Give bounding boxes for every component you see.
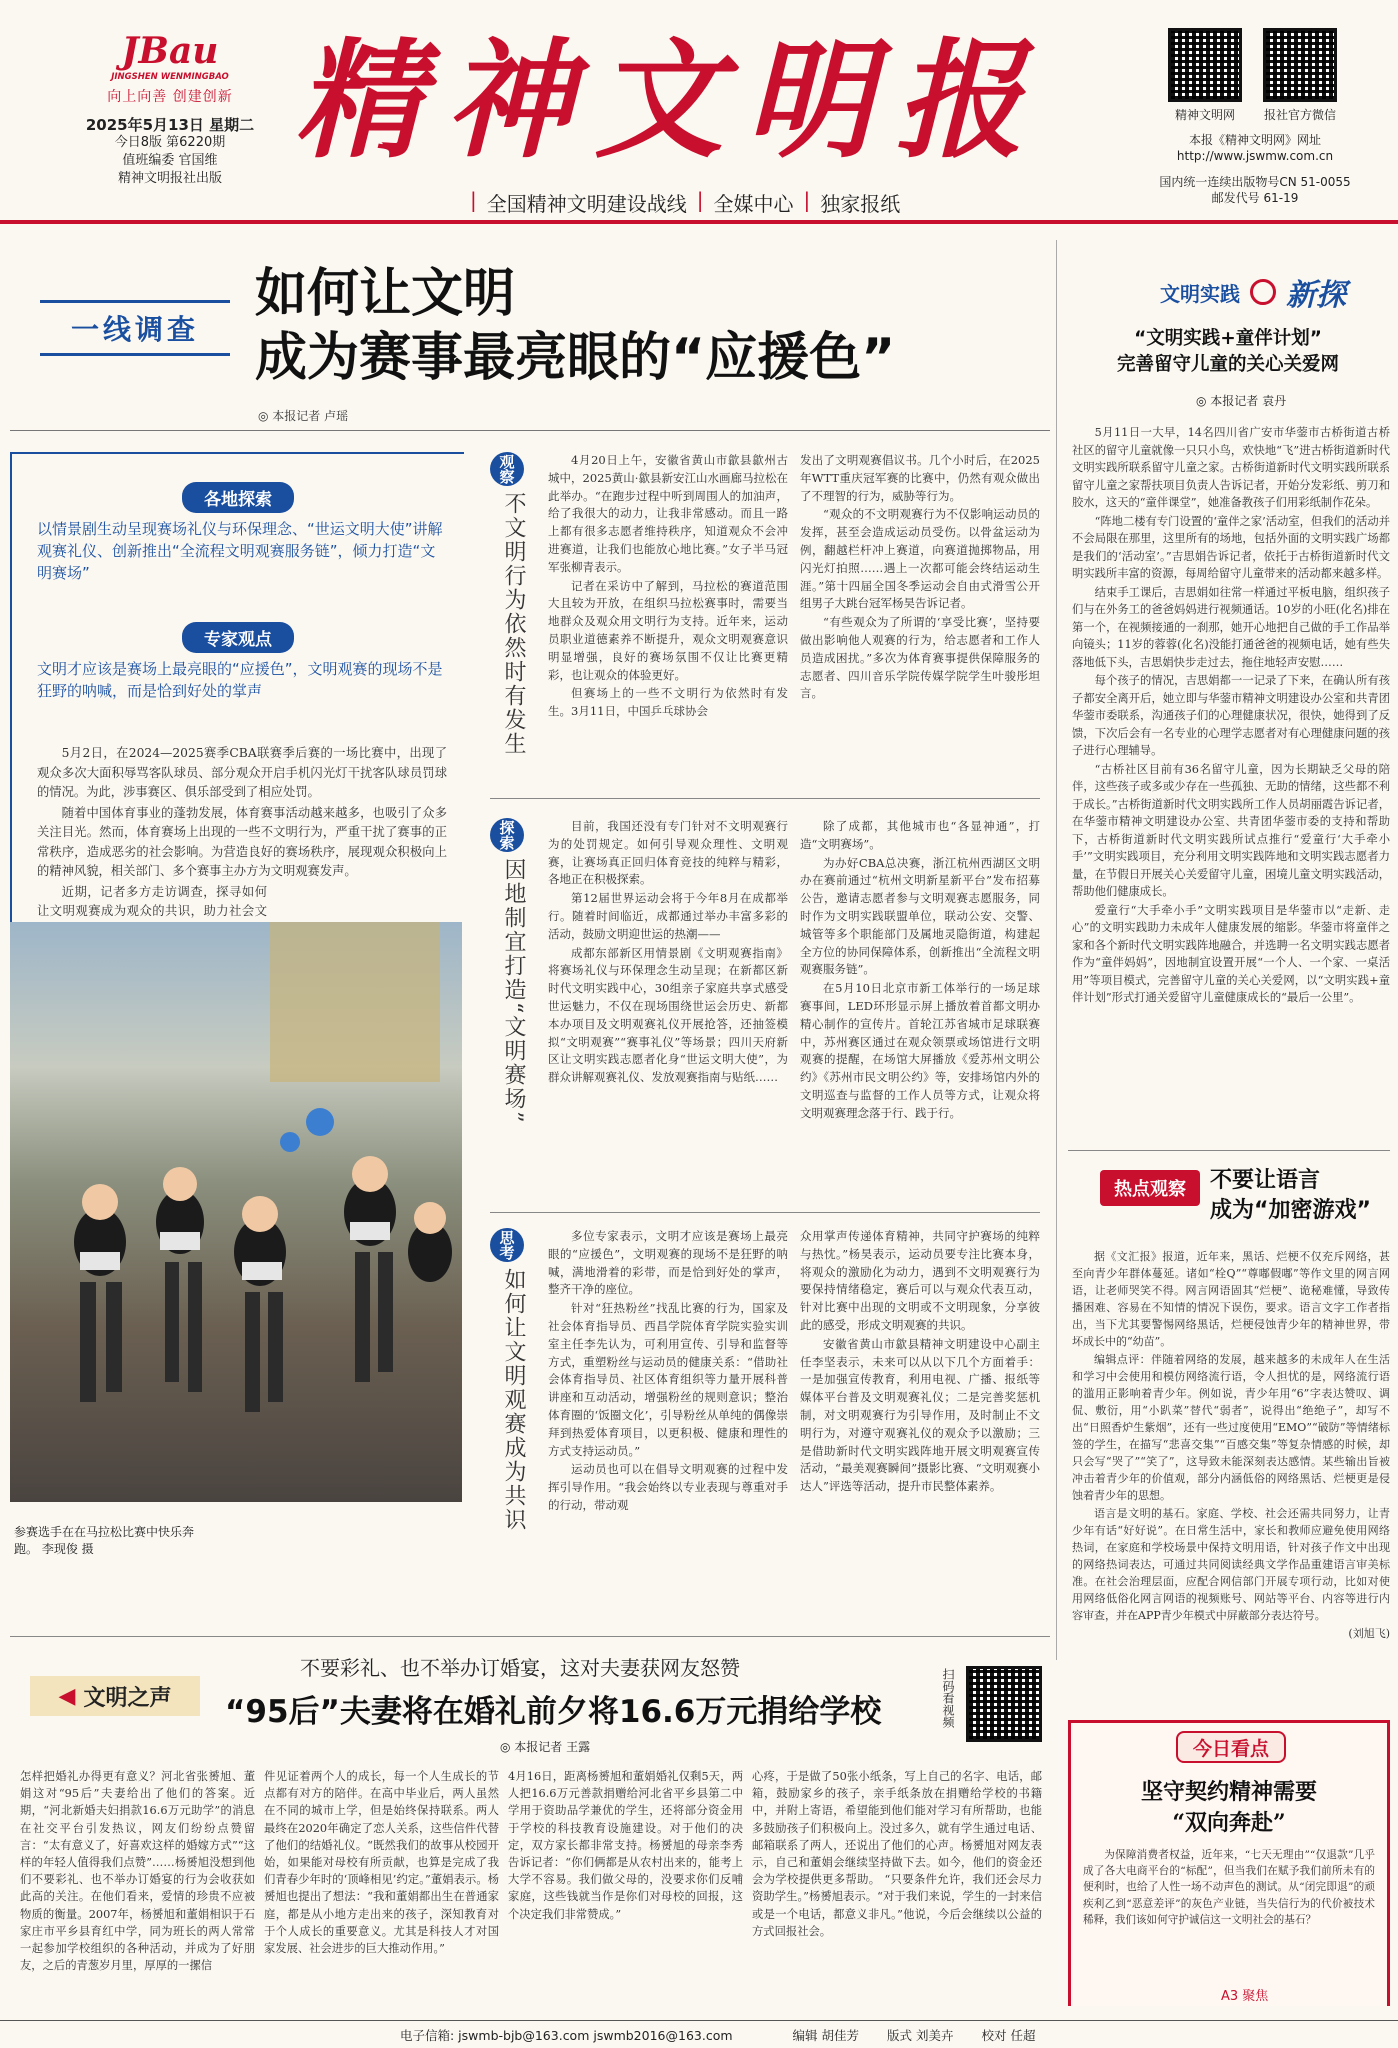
bottom-col4 (752, 1768, 1042, 2006)
section-explore-badge (490, 818, 524, 852)
side1-tag-text: 文明实践 (1160, 281, 1240, 306)
pill-expert-view: 专家观点 (182, 622, 294, 653)
s1c2-p3: “有些观众为了所谓的‘享受比赛’，坚持要做出影响他人观赛的行为，给志愿者和工作人员造成困扰。”多次为体育赛事提供保障服务的志愿者、四川音乐学院传媒学院学生叶骏彤坦言。 (800, 615, 1040, 701)
qr-label-website: 精神文明网 (1174, 108, 1235, 122)
s1c2-p2: “观众的不文明观赛行为不仅影响运动员的发挥，甚至会造成运动员受伤。以骨盆运动为例，翻越栏杆冲上赛道，向赛道抛掷物品，用闪光灯拍照……遇上一次都可能会终结运动生涯。”第十四届全国冬季运动会自由式滑雪公开组男子大跳台冠军杨昊告诉记者。 (800, 507, 1040, 611)
s2c1-p3: 成都东部新区用情景剧《文明观赛指南》将赛场礼仪与环保理念生动呈现；在新都区新时代文明实践中心，30组亲子家庭共享式感受世运魅力，不仅在现场围绕世运会历史、新都本办项目及文明观赛礼仪开展抢答，还抽签模拟“文明观赛”“赛事礼仪”等场景；四川天府新区让文明实践志愿者化身“世运文明大使”，为群众讲解观赛礼仪、发放观赛指南与贴纸…… (548, 945, 788, 1085)
box1-text: 以情景剧生动呈现赛场礼仪与环保理念、“世运文明大使”讲解观赛礼仪、创新推出“全流程文明观赛服务链”，倾力打造“文明赛场” (37, 520, 443, 582)
footer-editor: 编辑 胡佳芳 (792, 2028, 860, 2043)
side1-byline: ◎ 本报记者 袁丹 (1196, 394, 1287, 408)
section-observe-badge-text: 观察 (497, 454, 516, 484)
qr-code-wechat[interactable] (1263, 28, 1337, 102)
logo (70, 30, 270, 106)
s1c2-p1: 发出了文明观赛倡议书。几个小时后，在2025年WTT重庆冠军赛的比赛中，仍然有观众做出了不理智的行为，威胁等行为。 (800, 453, 1040, 503)
nav-item-exclusive[interactable]: 独家报纸 (820, 192, 901, 216)
site-url[interactable]: http://www.jswmw.com.cn (1176, 149, 1334, 163)
pill-local-exploration: 各地探索 (182, 482, 294, 513)
lightbulb-icon (1250, 279, 1276, 305)
marathon-photo (10, 922, 462, 1502)
bottom-title: “95后”夫妻将在婚礼前夕将16.6万元捐给学校 (225, 1694, 882, 1730)
side3-ref[interactable]: A3 聚焦 (1221, 1989, 1269, 2004)
logo-mark: JBau (121, 30, 219, 72)
section3-col2 (800, 1228, 1040, 1596)
side1-p1: 5月11日一大早，14名四川省广安市华蓥市古桥街道古桥社区的留守儿童就像一只只小鸟，欢快地“飞”进古桥街道新时代文明实践所联系留守儿童之家。古桥街道新时代文明实践所联系留守儿童之家帮扶项目负责人告诉记者，开始分发彩纸、剪刀和胶水，这天的“童伴课堂”，她准备教孩子们用彩纸制作花朵。 (1072, 426, 1390, 509)
cn-number: 国内统一连续出版物号CN 51-0055 (1159, 175, 1351, 189)
s2c1-p1: 目前，我国还没有专门针对不文明观赛行为的处罚规定。如何引导观众理性、文明观赛，让赛场真正回归体育竞技的纯粹与精彩，各地正在积极探索。 (548, 819, 788, 887)
megaphone-icon: ◀ (58, 1683, 76, 1709)
section-think-badge (490, 1228, 524, 1262)
s1c1-p1: 4月20日上午，安徽省黄山市歙县歙州古城中，2025黄山·歙县新安江山水画廊马拉松在此举办。“在跑步过程中听到周围人的加油声，给了我很大的动力，让我非常感动。而且一路上都有很多志愿者维持秩序，知道观众不会冲进赛道，让我们也能放心地比赛。”女子半马冠军张柳青表示。 (548, 453, 788, 574)
side2-title-line2: 成为“加密游戏” (1210, 1198, 1371, 1223)
bottom-col1: 怎样把婚礼办得更有意义？河北省张赟旭、董娟这对“95后”夫妻给出了他们的答案。近期，“河北新婚夫妇捐款16.6万元助学”的消息在社交平台引发热议，网友们纷纷点赞留言：“太有意义了，好喜欢这样的婚嫁方式”“这样的年轻人值得我们点赞”……杨赟旭没想到他们不要彩礼、也不举办订婚宴的行为会收获如此高的关注。在他们看来，爱情的珍贵不应被物质的衡量。2007年，杨赟旭和董娟相识于石家庄市平乡县育红中学，同为班长的两人常常一起参加学校组织的各种活动，并成为了好朋友，之后的青葱岁月里，厚厚的一摞信 (20, 1770, 255, 1973)
side2-title-line1: 不要让语言 (1210, 1168, 1321, 1193)
intro-p2: 随着中国体育事业的蓬勃发展，体育赛事活动越来越多，也吸引了众多关注目光。然而，体育赛场上出现的一些不文明行为，严重干扰了赛事的正常秩序，造成恶劣的社会影响。为营造良好的赛场秩序，展现观众积极向上的精神风貌，相关部门、多个赛事主办方为文明观赛发声。 (37, 805, 447, 878)
site-label: 本报《精神文明网》网址 (1188, 133, 1321, 147)
slogan: 向上向善 创建创新 (107, 89, 233, 105)
side3-tag-text: 今日看点 (1192, 1737, 1269, 1760)
lead-title (255, 262, 1055, 390)
masthead (0, 0, 1398, 220)
bottom-top-rule (10, 1636, 1050, 1637)
footer (0, 2024, 1398, 2046)
s2c1-p2: 第12届世界运动会将于今年8月在成都举行。随着时间临近，成都通过举办丰富多彩的活动，鼓励文明迎世运的热潮—— (548, 891, 788, 941)
newspaper-title: 精神文明报 (295, 26, 1046, 176)
qr-code-website[interactable] (1168, 28, 1242, 102)
footer-rule (0, 2020, 1398, 2021)
lead-tag-text: 一线调查 (70, 313, 199, 346)
side1-tag (1160, 270, 1346, 314)
post-code: 邮发代号 61-19 (1211, 191, 1299, 205)
side3-title-line1: 坚守契约精神需要 (1140, 1779, 1317, 1805)
s3c2-p2: 安徽省黄山市歙县精神文明建设中心副主任李坚表示，未来可以从以下几个方面着手：一是加强宣传教育，利用电视、广播、报纸等媒体平台普及文明观赛礼仪；二是完善奖惩机制，对文明观赛行为引导作用，及时制止不文明行为，对遵守观赛礼仪的观众予以激励；三是借助新时代文明实践阵地开展文明观赛宣传活动，“最美观赛瞬间”摄影比赛、“文明观赛小达人”评选等活动，提升市民整体素养。 (800, 1336, 1040, 1494)
section1-rule (490, 798, 1040, 799)
side1-p5: “古桥社区目前有36名留守儿童，因为长期缺乏父母的陪伴，这些孩子或多或少存在一些孤独、无助的情绪，这些都不利于成长。”古桥街道新时代文明实践所工作人员胡丽霞告诉记者，在华蓥市精神文明建设办公室、共青团华蓥市委的支持和帮助下，古桥街道新时代文明实践所试点推行“爱童行‘大手牵小手’”文明实践项目，充分利用文明实践阵地和文明实践志愿者力量，在节假日开展关心关爱留守儿童，困境儿童文明实践活动，帮助他们健康成长。 (1072, 762, 1390, 898)
side2-tag (1100, 1170, 1200, 1206)
summary-box (10, 452, 462, 1002)
intro-p3: 近期，记者多方走访调查，探寻如何让文明观赛成为观众的共识，助力社会文 (37, 884, 267, 918)
side1-p2: “阵地二楼有专门设置的‘童伴之家’活动室，但我们的活动并不会局限在那里，这里所有的场地，包括外面的文明实践广场都是我们的‘活动室’。”吉思娟告诉记者，依托于古桥街道新时代文明实践所丰富的资源，每周给留守儿童带来的活动都来越多样。 (1072, 514, 1390, 580)
runners-illustration (10, 922, 462, 1502)
side2-p1: 据《文汇报》报道，近年来，黑话、烂梗不仅充斥网络，甚至向青少年群体蔓延。诸如“栓Q”“尊嘟假嘟”等作文里的网言网语，让老师哭笑不得。网言网语固其“烂梗”、诡秘难懂，导致传播困难、容易在不知情的情况下误伤，要求。语言文字工作者指出，当下尤其要警惕网络黑话，烂梗侵蚀青少年的精神世界，带坏成长中的“幼苗”。 (1072, 1250, 1390, 1348)
nav-item-construction[interactable]: 全国精神文明建设战线 (486, 192, 687, 216)
side3-tag (1176, 1731, 1286, 1763)
lead-title-line2: 成为赛事最亮眼的“应援色” (255, 328, 896, 388)
masthead-rule (0, 220, 1398, 224)
side2-p3: 语言是文明的基石。家庭、学校、社会还需共同努力，让青少年有话“好好说”。在日常生活中，家长和教师应避免使用网络热词，在家庭和学校场景中保持文明用语，针对孩子作文中出现的网络热词表达，可通过共同阅读经典文学作品重建语言审美标准。在社会治理层面，应配合网信部门开展专项行动，比如对使用网络低俗化网言网语的视频账号、网站等平台、内容等进行内容审查，并在APP青少年模式中屏蔽部分表达符号。 (1072, 1507, 1390, 1622)
section-think-title: 如何让文明观赛成为共识 (501, 1268, 526, 1532)
side2-body (1072, 1248, 1390, 1658)
bottom-col4-text: 心疼，于是做了50张小纸条，写上自己的名字、电话，邮箱，鼓励家乡的孩子，亲手纸条放在捐赠给学校的书籍中，并附上寄语，希望能到他们能对学习有所帮助，也能多鼓励孩子们积极向上。没过多久，就有学生通过电话、邮箱联系了两人，还说出了他们的心声。杨赟旭对网友表示，自己和董娟会继续坚持做下去。如今，他们的资金还会为学校提供更多帮助。 (752, 1770, 1042, 1887)
bottom-col5-text: “只要条件允许，我们还会尽力资助学生。”杨赟旭表示。“对于我们来说，学生的一封来信或是一个电话，都意义非凡。”他说，今后会继续以公益的方式回报社会。 (752, 1873, 1042, 1938)
s1c1-p2: 记者在采访中了解到，马拉松的赛道范围大且较为开放，在组织马拉松赛事时，需要当地群众及观众用文明行为支持。近年来，运动员职业道德素养不断提升，观众文明观赛意识明显增强，良好的赛场氛围不仅让比赛更精彩，也让观众的体验更好。 (548, 578, 788, 682)
logo-sub: JINGSHEN WENMINGBAO (111, 72, 229, 82)
footer-layout: 版式 刘美卉 (887, 2028, 954, 2043)
side1-title-line1: “文明实践+童伴计划” (1134, 328, 1322, 349)
section2-rule (490, 1212, 1040, 1213)
lead-title-line1: 如何让文明 (255, 264, 516, 324)
side3-title (1071, 1777, 1387, 1839)
section-explore-title: 因地制宜打造“文明赛场” (501, 858, 526, 1125)
s3c1-p3: 运动员也可以在倡导文明观赛的过程中发挥引导作用。“我会始终以专业表现与尊重对手的行动，带动观 (548, 1462, 788, 1512)
section-explore-badge-text: 探索 (497, 820, 516, 850)
issue-date: 2025年5月13日 星期二 (85, 116, 255, 134)
footer-proof: 校对 任超 (981, 2028, 1036, 2043)
side2-tag-text: 热点观察 (1114, 1179, 1186, 1200)
side1-p6: 爱童行“大手牵小手”文明实践项目是华蓥市以“走新、走心”的文明实践助力未成年人健康发展的缩影。华蓥市将童伴之家和各个新时代文明实践阵地融合，并选聘一名文明实践志愿者作为“童伴妈妈”，因地制宜设置开展“一个人、一个家、一桌活用”等项目模式，完善留守儿童的关心关爱网，以“文明实践+童伴计划”形式打通关爱留守儿童健康成长的“最后一公里”。 (1072, 903, 1390, 1004)
lead-tag (40, 300, 230, 356)
s3c1-p2: 针对“狂热粉丝”找乱比赛的行为，国家及社会体育指导员、西昌学院体育学院实验实训室主任李先认为，可利用宣传、引导和监督等方式，重塑粉丝与运动员的健康关系：“借助社会体育指导员、社区体育组织等力量开展科普讲座和互动活动，增强粉丝的规则意识；整治体育圈的‘饭圈文化’，引导粉丝从单纯的偶像崇拜到热爱体育项目，以更积极、健康和理性的方式支持运动员。” (548, 1301, 788, 1458)
side3-box (1068, 1720, 1390, 2006)
section-observe-badge (490, 452, 524, 486)
side1-rule (1068, 1150, 1390, 1151)
side2-p2: 编辑点评：伴随着网络的发展，越来越多的未成年人在生活和学习中会使用和模仿网络流行语，令人担忧的是，网络流行语的滥用正影响着青少年。例如说，青少年用“6”字表达赞叹、调侃、敷衍，用“小趴菜”替代“弱者”，说得出“绝绝子”，却写不出“日照香炉生紫烟”，还有一些过度使用“EMO”“破防”等情绪标签的学生，在描写“悲喜交集”“百感交集”等复杂情感的时候，却只会写“哭了”“笑了”，这导致未能深刻表达感情。某些输出旨被冲击着青少年的价值观，部分内涵低俗的网络黑话、烂梗更是侵蚀着青少年的思想。 (1072, 1353, 1390, 1502)
intro-p1: 5月2日，在2024—2025赛季CBA联赛季后赛的一场比赛中，出现了观众多次大面积辱骂客队球员、部分观众开启手机闪光灯干扰客队球员罚球的情况。为此，涉事赛区、俱乐部受到了相应处罚。 (37, 746, 447, 799)
side2-author: (刘旭飞) (1348, 1627, 1390, 1640)
section-observe-label (490, 452, 528, 756)
bottom-tag-text: 文明之声 (83, 1684, 172, 1711)
photo-caption: 参赛选手在在马拉松比赛中快乐奔跑。 李现俊 摄 (14, 1525, 195, 1556)
section-explore-label (490, 818, 528, 1125)
bottom-subtitle: 不要彩礼、也不举办订婚宴，这对夫妻获网友怒赞 (300, 1656, 740, 1680)
section-think-label (490, 1228, 528, 1532)
section2-col1 (548, 818, 788, 1198)
bottom-qr-code[interactable] (966, 1666, 1042, 1742)
side1-title (1068, 326, 1388, 378)
section-observe-title: 不文明行为依然时有发生 (501, 492, 526, 756)
box2-text: 文明才应该是赛场上最亮眼的“应援色”，文明观赛的现场不是狂野的呐喊，而是恰到好处的掌声 (37, 660, 443, 700)
side3-title-line2: “双向奔赴” (1172, 1810, 1286, 1836)
column-divider (1056, 240, 1057, 1660)
qr-label-wechat: 报社官方微信 (1263, 108, 1336, 122)
duty-editor: 值班编委 官国维 (122, 153, 218, 168)
bottom-col2: 件见证着两个人的成长，每一个人生成长的节点都有对方的陪伴。在高中毕业后，两人虽然在不同的城市上学，但是始终保持联系。两人最终在2020年确定了恋人关系，这些信件代替了他们的结婚礼仪。“既然我们的故事从校园开始，如果能对母校有所贡献，也算是完成了我们青春少年时的‘顶峰相见’约定。”董娟表示。杨赟旭也提出了想法：“我和董娟都出生在普通家庭，都是从小地方走出来的孩子，深知教育对于个人成长的重要意义。尤其是科技人才对国家发展、社会进步的巨大推动作用。” (264, 1770, 499, 1956)
side1-p4: 每个孩子的情况，吉思娟都一一记录了下来，在确认所有孩子都安全离开后，她立即与华蓥市精神文明建设办公室和共青团华蓥市委联系，沟通孩子们的心理健康状况，很快，她得到了反馈，下次后会有一名专业的心理学志愿者对有心理健康问题的孩子进行心理辅导。 (1072, 674, 1390, 757)
s1c1-p3: 但赛场上的一些不文明行为依然时有发生。3月11日，中国乒乓球协会 (548, 686, 788, 719)
section1-col2 (800, 452, 1040, 782)
side3-body: 为保障消费者权益，近年来，“七天无理由”“仅退款”几乎成了各大电商平台的“标配”，但当我们在赋予我们前所未有的便利时，也给了人性一场不动声色的测试。从“闭完即退”的顽疾利乙到“恶意差评”的灰色产业链，当失信行为的代价被技术稀释，我们该如何守护诚信这一文明社会的基石？ (1083, 1849, 1375, 1926)
side1-p3: 结束手工课后，吉思娟如往常一样通过平板电脑，组织孩子们与在外务工的爸爸妈妈进行视频通话。10岁的小旺(化名)排在第一个，在视频接通的一刹那，她开心地把自己做的手工作品举向镜头；11岁的蓉蓉(化名)没能打通爸爸的视频电话，她有些失落地低下头，吉思娟快步走过去，拖住地轻声安慰…… (1072, 585, 1390, 669)
s3c2-p1: 众用掌声传递体育精神，共同守护赛场的纯粹与热忱。”杨昊表示，运动员要专注比赛本身，将观众的激励化为动力，遇到不文明观赛行为要保持情绪稳定，赛后可以与观众代表互动，针对比赛中出现的文明或不文明现象，分享彼此的感受，形成文明观赛的共识。 (800, 1229, 1040, 1332)
s2c2-p3: 在5月10日北京市新工体举行的一场足球赛事间，LED环形显示屏上播放着首都文明办精心制作的宣传片。首轮江苏省城市足球联赛中，苏州赛区通过在观众领票或场馆进行文明观赛的提醒，在场馆大屏播放《爱苏州文明公约》《苏州市民文明公约》等，安排场馆内外的文明巡查与监督的工作人员等方式，让观众将文明观赛理念落于行、践于行。 (800, 981, 1040, 1120)
s2c2-p1: 除了成都，其他城市也“各显神通”，打造“文明赛场”。 (800, 819, 1040, 851)
lead-rule (10, 430, 1050, 431)
section1-col1 (548, 452, 788, 782)
bottom-col3: 4月16日，距离杨赟旭和董娟婚礼仅剩5天，两人把16.6万元善款捐赠给河北省平乡县第二中学用于资助品学兼优的学生，还将部分资金用于学校的科技教育设施建设。对于他们的决定，双方家长都非常支持。杨赟旭的母亲李秀告诉记者：“你们俩都是从农村出来的，能考上大学不容易。我们做父母的，没要求你们反哺家庭，这些钱就当作是你们对母校的回报，这个决定我们非常赞成。” (508, 1770, 743, 1921)
issue-edition: 今日8版 第6220期 (114, 135, 226, 150)
s2c2-p2: 为办好CBA总决赛，浙江杭州西湖区文明办在赛前通过“杭州文明新星新平台”发布招募公告，邀请志愿者参与文明观赛志愿服务，同时作为文明实践联盟单位，联动公安、交警、城管等多个职能部门及属地灵隐街道，构建起全方位的协同保障体系，创新推出“全流程文明观赛服务链”。 (800, 855, 1040, 977)
side1-body (1072, 424, 1390, 1164)
bottom-tag (30, 1676, 200, 1716)
side2-title (1210, 1166, 1371, 1226)
section-think-badge-text: 思考 (497, 1230, 516, 1260)
side1-title-line2: 完善留守儿童的关心关爱网 (1116, 354, 1339, 375)
section2-col2 (800, 818, 1040, 1198)
s3c1-p1: 多位专家表示，文明才应该是赛场上最亮眼的“应援色”，文明观赛的现场不是狂野的呐喊，满地滑着的彩带，而是恰到好处的掌声，整齐干净的座位。 (548, 1229, 788, 1297)
bottom-qr-label: 扫码看视频 (941, 1668, 955, 1728)
footer-email: 电子信箱: jswmb-bjb@163.com jswmb2016@163.com (400, 2028, 733, 2043)
nav-item-media[interactable]: 全媒中心 (713, 192, 794, 216)
bottom-byline: ◎ 本报记者 王露 (500, 1740, 591, 1754)
section3-col1 (548, 1228, 788, 1596)
side1-tag2-text: 新探 (1286, 278, 1346, 313)
lead-byline: ◎ 本报记者 卢瑶 (258, 409, 349, 423)
publisher: 精神文明报社出版 (117, 171, 222, 186)
top-nav: | 全国精神文明建设战线 | 全媒中心 | 独家报纸 (470, 188, 901, 216)
